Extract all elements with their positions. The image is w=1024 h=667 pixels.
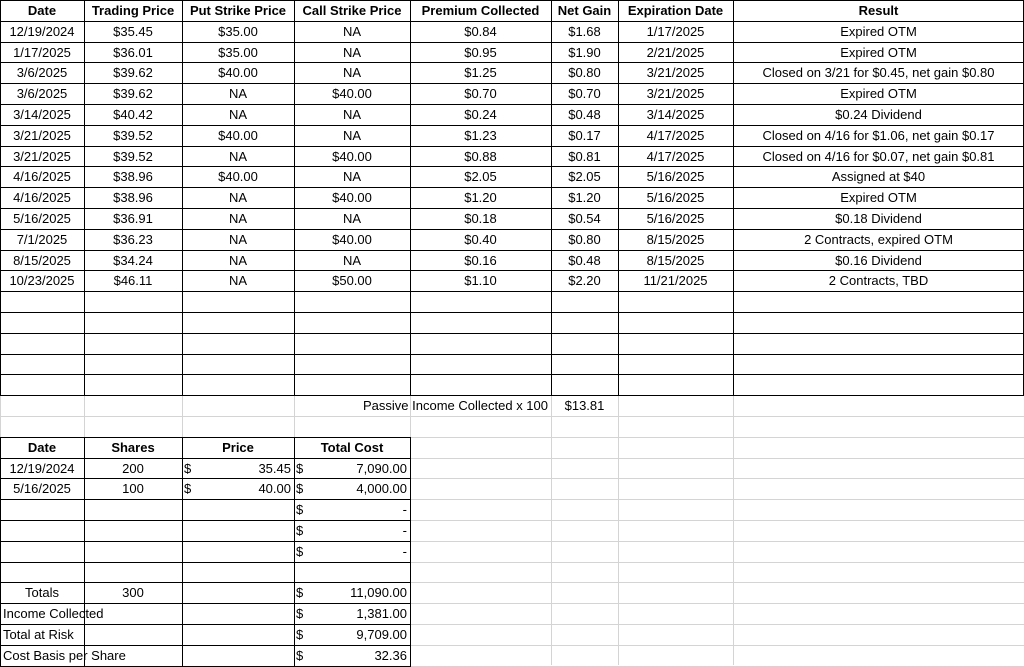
total-at-risk-value-value: 9,709.00 — [356, 627, 407, 642]
currency-symbol: $ — [296, 481, 304, 496]
trades-cell[interactable]: NA — [228, 149, 248, 164]
income-collected-value[interactable] — [294, 604, 410, 624]
table-border-v — [84, 0, 85, 395]
basis-header-2[interactable]: Shares — [111, 440, 155, 455]
trades-cell[interactable]: $36.91 — [113, 211, 153, 226]
trades-cell[interactable]: $0.54 — [568, 211, 601, 226]
trades-cell[interactable]: $1.25 — [464, 65, 497, 80]
trades-cell[interactable]: $0.80 — [568, 232, 601, 247]
basis-price[interactable] — [182, 459, 294, 479]
trades-cell[interactable]: $0.70 — [464, 86, 497, 101]
table-border-h — [0, 333, 1024, 334]
trades-cell[interactable]: NA — [228, 253, 248, 268]
passive-income-value[interactable]: $13.81 — [564, 398, 605, 413]
table-border-v — [410, 0, 411, 395]
trades-cell[interactable]: Expired OTM — [840, 190, 917, 205]
trades-cell[interactable]: $0.48 — [568, 253, 601, 268]
basis-price[interactable] — [182, 479, 294, 499]
currency-symbol: $ — [296, 648, 304, 663]
trades-cell[interactable]: 4/17/2025 — [646, 149, 705, 164]
trades-cell[interactable]: 3/21/2025 — [13, 149, 71, 164]
trades-cell[interactable]: $40.00 — [332, 232, 372, 247]
basis-date[interactable]: 12/19/2024 — [9, 461, 75, 476]
trades-cell[interactable]: $0.81 — [568, 149, 601, 164]
basis-total[interactable] — [294, 542, 410, 562]
cost-basis-per-share-value[interactable] — [294, 646, 410, 666]
trades-cell[interactable]: 3/6/2025 — [16, 65, 68, 80]
trades-cell[interactable]: $2.05 — [568, 169, 601, 184]
trades-cell[interactable]: $40.42 — [113, 107, 153, 122]
trades-cell[interactable]: Expired OTM — [840, 45, 917, 60]
trades-cell[interactable]: $1.20 — [464, 190, 497, 205]
trades-cell[interactable]: Closed on 4/16 for $1.06, net gain $0.17 — [762, 128, 995, 143]
trades-cell[interactable]: $0.40 — [464, 232, 497, 247]
table-border-h — [0, 21, 1024, 22]
trades-cell[interactable]: NA — [228, 273, 248, 288]
trades-cell[interactable]: $0.17 — [568, 128, 601, 143]
trades-cell[interactable]: 4/17/2025 — [646, 128, 705, 143]
cost-basis-per-share-value-value: 32.36 — [374, 648, 407, 663]
trades-cell[interactable]: $39.52 — [113, 149, 153, 164]
trades-cell[interactable]: $36.23 — [113, 232, 153, 247]
trades-cell[interactable]: $0.95 — [464, 45, 497, 60]
table-border-h — [0, 42, 1024, 43]
basis-header-1[interactable]: Date — [27, 440, 57, 455]
trades-cell[interactable]: $0.48 — [568, 107, 601, 122]
trades-cell[interactable]: 3/14/2025 — [646, 107, 705, 122]
trades-cell[interactable]: 3/6/2025 — [16, 86, 68, 101]
trades-cell[interactable]: $34.24 — [113, 253, 153, 268]
trades-cell[interactable]: Assigned at $40 — [831, 169, 926, 184]
trades-cell[interactable]: Expired OTM — [840, 86, 917, 101]
trades-header-8[interactable]: Result — [858, 3, 899, 18]
trades-cell[interactable]: 5/16/2025 — [13, 211, 71, 226]
totals-cost-value: 11,090.00 — [350, 585, 407, 600]
trades-cell[interactable]: 7/1/2025 — [16, 232, 68, 247]
basis-date[interactable] — [0, 521, 84, 541]
table-border-h — [0, 312, 1024, 313]
total-at-risk-value[interactable] — [294, 625, 410, 645]
basis-total-value: - — [402, 523, 407, 538]
currency-symbol: $ — [296, 544, 304, 559]
table-border-h — [0, 208, 1024, 209]
table-border-h — [0, 62, 1024, 63]
trades-cell[interactable]: 3/21/2025 — [646, 65, 705, 80]
trades-cell[interactable]: $0.88 — [464, 149, 497, 164]
trades-cell[interactable]: $38.96 — [113, 190, 153, 205]
trades-cell[interactable]: NA — [342, 107, 362, 122]
trades-cell[interactable]: $0.80 — [568, 65, 601, 80]
table-border-h — [0, 125, 1024, 126]
currency-symbol: $ — [296, 461, 304, 476]
trades-cell[interactable]: $36.01 — [113, 45, 153, 60]
trades-cell[interactable]: $0.84 — [464, 24, 497, 39]
table-border-h — [0, 0, 1024, 1]
trades-cell[interactable]: $0.18 — [464, 211, 497, 226]
totals-shares[interactable]: 300 — [122, 585, 144, 600]
trades-cell[interactable]: Closed on 3/21 for $0.45, net gain $0.80 — [762, 65, 995, 80]
trades-cell[interactable]: $0.70 — [568, 86, 601, 101]
trades-cell[interactable]: $1.10 — [464, 273, 497, 288]
table-border-h — [0, 83, 1024, 84]
trades-cell[interactable]: 11/21/2025 — [643, 273, 708, 288]
trades-cell[interactable]: 3/21/2025 — [13, 128, 71, 143]
basis-total[interactable] — [294, 500, 410, 520]
table-border-h — [0, 104, 1024, 105]
trades-cell[interactable]: $0.16 — [464, 253, 497, 268]
trades-cell[interactable]: 5/16/2025 — [646, 190, 705, 205]
trades-cell[interactable]: NA — [228, 86, 248, 101]
table-border-h — [0, 250, 1024, 251]
table-border-v — [182, 0, 183, 395]
trades-cell[interactable]: Expired OTM — [840, 24, 917, 39]
trades-cell[interactable]: $40.00 — [332, 149, 372, 164]
trades-cell[interactable]: $40.00 — [218, 169, 258, 184]
trades-header-7[interactable]: Expiration Date — [627, 3, 724, 18]
basis-price-value: 35.45 — [258, 461, 291, 476]
basis-total[interactable] — [294, 521, 410, 541]
currency-symbol: $ — [296, 627, 304, 642]
totals-label[interactable]: Totals — [25, 585, 59, 600]
table-border-v — [0, 0, 1, 395]
trades-cell[interactable]: $35.00 — [218, 45, 258, 60]
trades-cell[interactable]: $46.11 — [113, 273, 153, 288]
trades-cell[interactable]: 3/21/2025 — [646, 86, 705, 101]
table-border-v — [733, 0, 734, 395]
trades-cell[interactable]: $1.68 — [568, 24, 601, 39]
trades-cell[interactable]: 2/21/2025 — [646, 45, 705, 60]
currency-symbol: $ — [184, 481, 192, 496]
trades-cell[interactable]: NA — [228, 232, 248, 247]
trades-cell[interactable]: NA — [228, 190, 248, 205]
income-collected-label[interactable]: Income Collected — [3, 606, 104, 621]
total-at-risk-label[interactable]: Total at Risk — [3, 627, 74, 642]
basis-date[interactable]: 5/16/2025 — [13, 481, 71, 496]
trades-cell[interactable]: NA — [342, 65, 362, 80]
trades-cell[interactable]: $0.16 Dividend — [835, 253, 922, 268]
trades-cell[interactable]: 4/16/2025 — [13, 169, 71, 184]
currency-symbol: $ — [296, 585, 304, 600]
cost-basis-per-share-label[interactable]: Cost Basis per Share — [3, 648, 126, 663]
basis-date[interactable] — [0, 542, 84, 562]
trades-cell[interactable]: $35.00 — [218, 24, 258, 39]
table-border-h — [0, 229, 1024, 230]
trades-header-6[interactable]: Net Gain — [557, 3, 612, 18]
table-border-h — [0, 291, 1024, 292]
trades-cell[interactable]: $38.96 — [113, 169, 153, 184]
basis-shares[interactable] — [84, 500, 182, 520]
trades-header-2[interactable]: Trading Price — [91, 3, 175, 18]
basis-total[interactable] — [294, 479, 410, 499]
trades-cell[interactable]: $40.00 — [218, 65, 258, 80]
trades-header-3[interactable]: Put Strike Price — [189, 3, 287, 18]
currency-symbol: $ — [296, 502, 304, 517]
trades-header-4[interactable]: Call Strike Price — [302, 3, 402, 18]
trades-cell[interactable]: $1.23 — [464, 128, 497, 143]
currency-symbol: $ — [296, 606, 304, 621]
basis-price-value: 40.00 — [258, 481, 291, 496]
trades-cell[interactable]: $2.20 — [568, 273, 601, 288]
basis-header-3[interactable]: Price — [222, 440, 254, 455]
currency-symbol: $ — [184, 461, 192, 476]
trades-cell[interactable]: $39.52 — [113, 128, 153, 143]
passive-income-label[interactable]: Passive Income Collected x 100 — [363, 398, 548, 413]
basis-shares[interactable]: 100 — [122, 481, 144, 496]
trades-cell[interactable]: 1/17/2025 — [646, 24, 705, 39]
trades-cell[interactable]: 12/19/2024 — [9, 24, 75, 39]
trades-cell[interactable]: Closed on 4/16 for $0.07, net gain $0.81 — [762, 149, 995, 164]
totals-cost[interactable] — [294, 583, 410, 603]
trades-cell[interactable]: 2 Contracts, TBD — [828, 273, 929, 288]
table-border-h — [0, 187, 1024, 188]
trades-cell[interactable]: 8/15/2025 — [13, 253, 71, 268]
trades-cell[interactable]: $0.24 — [464, 107, 497, 122]
trades-cell[interactable]: NA — [342, 24, 362, 39]
trades-cell[interactable]: NA — [342, 45, 362, 60]
trades-cell[interactable]: NA — [342, 169, 362, 184]
trades-cell[interactable]: $40.00 — [332, 86, 372, 101]
table-border-v — [551, 0, 552, 395]
trades-cell[interactable]: NA — [228, 211, 248, 226]
table-border-h — [0, 146, 1024, 147]
trades-cell[interactable]: 8/15/2025 — [646, 253, 705, 268]
table-border-h — [0, 166, 1024, 167]
basis-shares[interactable] — [84, 521, 182, 541]
trades-cell[interactable]: $0.18 Dividend — [835, 211, 922, 226]
trades-cell[interactable]: 1/17/2025 — [13, 45, 71, 60]
basis-shares[interactable]: 200 — [122, 461, 144, 476]
trades-cell[interactable]: 10/23/2025 — [9, 273, 75, 288]
trades-cell[interactable]: $40.00 — [218, 128, 258, 143]
trades-cell[interactable]: $50.00 — [332, 273, 372, 288]
basis-border-v — [410, 437, 411, 667]
trades-cell[interactable]: $0.24 Dividend — [835, 107, 922, 122]
trades-cell[interactable]: $39.62 — [113, 65, 153, 80]
table-border-v — [294, 0, 295, 395]
income-collected-value-value: 1,381.00 — [356, 606, 407, 621]
trades-cell[interactable]: 4/16/2025 — [13, 190, 71, 205]
trades-cell[interactable]: $1.90 — [568, 45, 601, 60]
trades-cell[interactable]: NA — [342, 211, 362, 226]
trades-cell[interactable]: 3/14/2025 — [13, 107, 71, 122]
table-border-v — [618, 0, 619, 395]
basis-total-value: - — [402, 502, 407, 517]
trades-cell[interactable]: 8/15/2025 — [646, 232, 705, 247]
trades-cell[interactable]: NA — [342, 253, 362, 268]
trades-cell[interactable]: $40.00 — [332, 190, 372, 205]
trades-cell[interactable]: 5/16/2025 — [646, 169, 705, 184]
trades-cell[interactable]: NA — [342, 128, 362, 143]
trades-cell[interactable]: 2 Contracts, expired OTM — [804, 232, 953, 247]
basis-border-h — [0, 562, 410, 563]
table-border-h — [0, 374, 1024, 375]
trades-header-1[interactable]: Date — [27, 3, 57, 18]
basis-shares[interactable] — [84, 542, 182, 562]
table-border-h — [0, 270, 1024, 271]
basis-total-value: - — [402, 544, 407, 559]
currency-symbol: $ — [296, 523, 304, 538]
basis-total[interactable] — [294, 459, 410, 479]
table-border-h — [0, 354, 1024, 355]
basis-total-value: 7,090.00 — [356, 461, 407, 476]
trades-header-5[interactable]: Premium Collected — [421, 3, 540, 18]
trades-cell[interactable]: $35.45 — [113, 24, 153, 39]
trades-cell[interactable]: NA — [228, 107, 248, 122]
trades-cell[interactable]: 5/16/2025 — [646, 211, 705, 226]
basis-header-4[interactable]: Total Cost — [320, 440, 384, 455]
trades-cell[interactable]: $1.20 — [568, 190, 601, 205]
gridline-h — [0, 416, 1024, 417]
basis-date[interactable] — [0, 500, 84, 520]
trades-cell[interactable]: $2.05 — [464, 169, 497, 184]
basis-total-value: 4,000.00 — [356, 481, 407, 496]
trades-cell[interactable]: $39.62 — [113, 86, 153, 101]
